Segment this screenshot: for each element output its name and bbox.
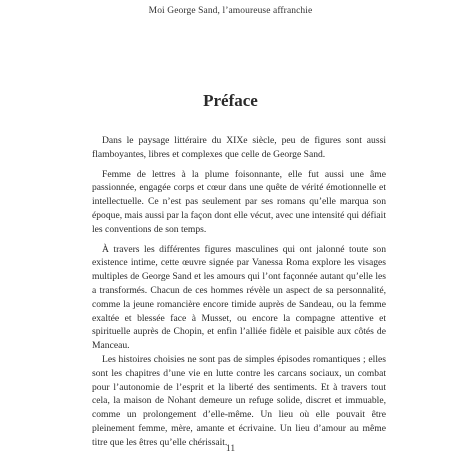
paragraph: Femme de lettres à la plume foisonnante, elle fut aussi une âme passionnée, engagée corps et cœur dans une quête de vérité émotionnelle et intellectuelle. Ce n’est pas seulement par ses romans qu’elle marqua son époque, mais aussi par la façon dont elle vécut, avec une intensité qui défiait les conventions de son temps. [92, 168, 386, 235]
page-number: 11 [225, 444, 236, 454]
body-text-upper [92, 134, 386, 353]
paragraph: À travers les différentes figures masculines qui ont jalonné toute son existence intime, cette œuvre signée par Vanessa Roma explore les visages multiples de George Sand et les amours qui l’ont façonnée autant qu’elle les a transformés. Chacun de ces hommes révèle un aspect de sa personnalité, comme la jeune romancière encore timide auprès de Sandeau, ou la femme exaltée et blessée face à Musset, ou encore la compagne attentive et spirituelle auprès de Chopin, et enfin l’alliée fidèle et paisible aux côtés de Manceau. [92, 243, 386, 352]
body-text-lower [92, 353, 386, 450]
paragraph: Dans le paysage littéraire du XIXe siècle, peu de figures sont aussi flamboyantes, libres et complexes que celle de George Sand. [92, 135, 386, 160]
chapter-title: Préface [203, 91, 258, 110]
running-header: Moi George Sand, l’amoureuse affranchie [148, 6, 313, 16]
paragraph: Les histoires choisies ne sont pas de simples épisodes romantiques ; elles sont les chapitres d’une vie en lutte contre les carcans sociaux, un combat pour l’autonomie de l’esprit et la liberté des sentiments. Et à travers tout cela, la maison de Nohant demeure un refuge solide, discret et immuable, comme un prolongement d’elle-même. Un lieu où elle pouvait être pleinement femme, mère, amante et écrivaine. Un lieu d’amour au même titre que les êtres qu’elle chérissait. [92, 354, 386, 448]
